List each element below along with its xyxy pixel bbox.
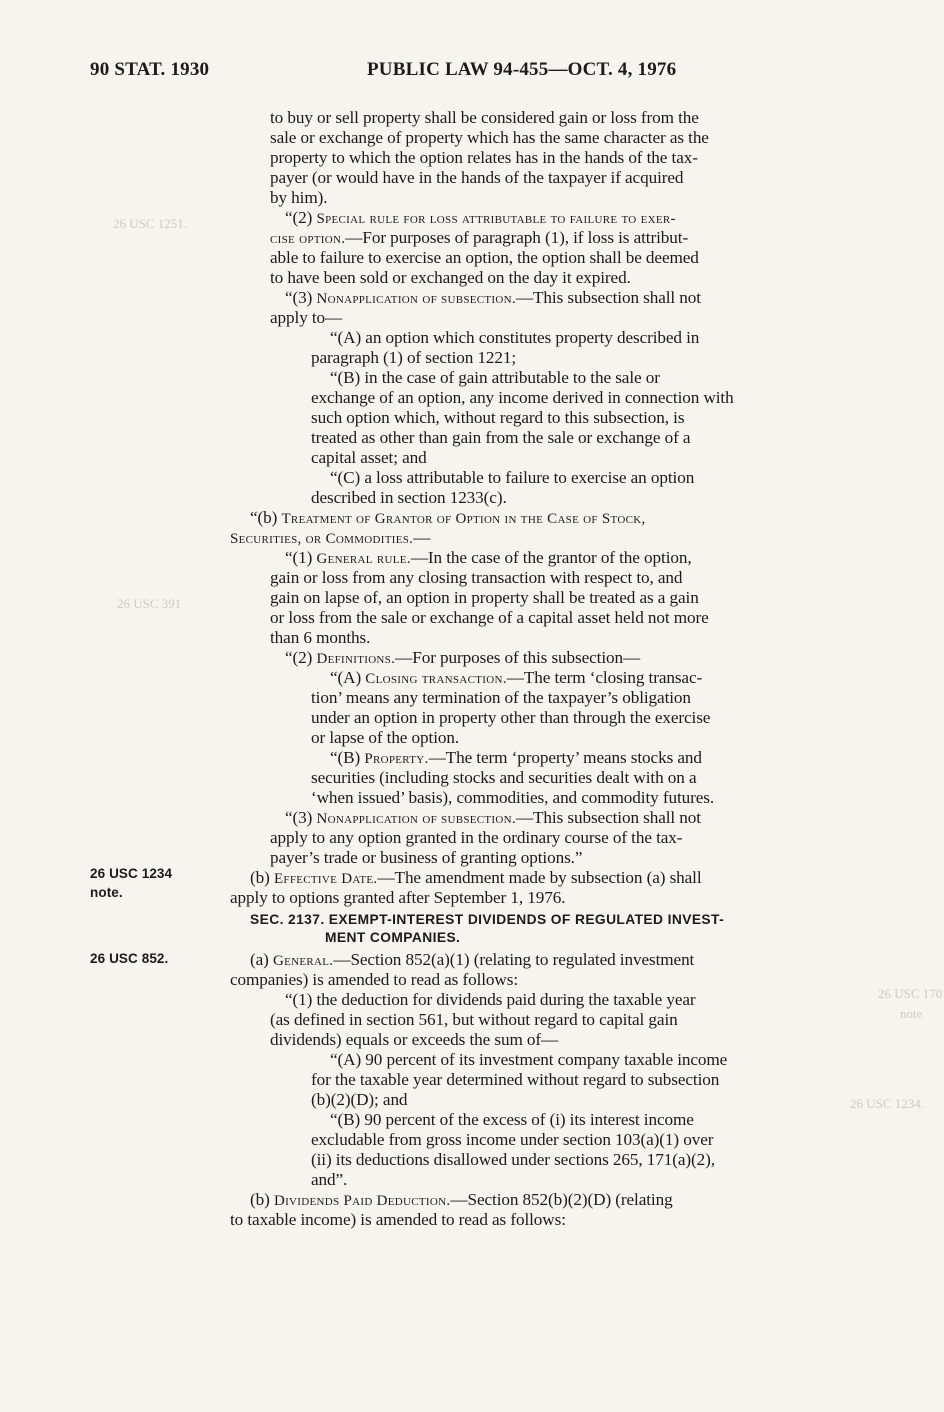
text-line: apply to— — [270, 308, 343, 327]
text-line: to buy or sell property shall be considered gain or loss from the — [270, 108, 699, 127]
text-line: treated as other than gain from the sale or exchange of a — [311, 428, 691, 447]
text-line: dividends) equals or exceeds the sum of— — [270, 1030, 559, 1049]
subsection-heading: Treatment of Grantor of Option in the Case of Stock, — [281, 511, 646, 527]
bleed-through-note-1: 26 USC 1251. — [113, 216, 188, 231]
subsection-heading: Nonapplication of subsection. — [316, 291, 516, 307]
text-line: “(2) Definitions.—For purposes of this subsection— — [285, 648, 641, 667]
text-line: or lapse of the option. — [311, 728, 460, 747]
margin-note: note. — [90, 885, 123, 900]
bleed-through-note-4: note — [900, 1006, 923, 1021]
text-line: payer (or would have in the hands of the taxpayer if acquired — [270, 168, 684, 187]
text-line: exchange of an option, any income derived in connection with — [311, 388, 734, 407]
text-line: Securities, or Commodities.— — [230, 528, 431, 547]
text-line: “(2) Special rule for loss attributable to failure to exer- — [285, 208, 676, 227]
margin-citation: 26 USC 852. — [90, 951, 169, 966]
text-line: described in section 1233(c). — [311, 488, 507, 507]
subsection-heading: Closing transaction. — [365, 671, 507, 687]
text-line: “(1) General rule.—In the case of the grantor of the option, — [285, 548, 692, 567]
subsection-heading: Property. — [364, 751, 429, 767]
text-line: by him). — [270, 188, 328, 207]
text-line: property to which the option relates has in the hands of the tax- — [270, 148, 698, 167]
text-line: gain on lapse of, an option in property shall be treated as a gain — [270, 588, 699, 607]
text-line: companies) is amended to read as follows: — [230, 970, 519, 989]
subsection-heading: Securities, or Commodities. — [230, 531, 414, 547]
text-line: (a) General.—Section 852(a)(1) (relating to regulated investment — [250, 950, 695, 969]
subsection-heading: Effective Date. — [273, 871, 378, 887]
text-line: to have been sold or exchanged on the day it expired. — [270, 268, 631, 287]
text-line: “(A) an option which constitutes property described in — [330, 328, 700, 347]
subsection-heading: General. — [272, 953, 334, 969]
text-line: “(3) Nonapplication of subsection.—This subsection shall not — [285, 808, 701, 827]
text-line: ‘when issued’ basis), commodities, and commodity futures. — [311, 788, 715, 807]
text-line: payer’s trade or business of granting options.” — [270, 848, 583, 867]
text-line: (b) Dividends Paid Deduction.—Section 852(b)(2)(D) (relating — [250, 1190, 673, 1209]
text-line: cise option.—For purposes of paragraph (1), if loss is attribut- — [270, 228, 689, 247]
subsection-heading: cise option. — [270, 231, 346, 247]
text-line: tion’ means any termination of the taxpayer’s obligation — [311, 688, 691, 707]
text-line: “(A) Closing transaction.—The term ‘closing transac- — [330, 668, 703, 687]
text-line: “(C) a loss attributable to failure to exercise an option — [330, 468, 695, 487]
text-line: “(b) Treatment of Grantor of Option in the Case of Stock, — [250, 508, 646, 527]
text-line: able to failure to exercise an option, the option shall be deemed — [270, 248, 699, 267]
text-line: excludable from gross income under section 103(a)(1) over — [311, 1130, 714, 1149]
text-line: “(1) the deduction for dividends paid during the taxable year — [285, 990, 696, 1009]
subsection-heading: General rule. — [316, 551, 411, 567]
text-line: paragraph (1) of section 1221; — [311, 348, 517, 367]
text-line: and”. — [311, 1170, 348, 1189]
running-head: PUBLIC LAW 94-455—OCT. 4, 1976 — [367, 59, 677, 80]
text-line: (b)(2)(D); and — [311, 1090, 408, 1109]
text-line: or loss from the sale or exchange of a capital asset held not more — [270, 608, 709, 627]
bleed-through-note-2: 26 USC 391 — [117, 596, 182, 611]
subsection-heading: Special rule for loss attributable to failure to exer- — [316, 211, 676, 227]
subsection-heading: Nonapplication of subsection. — [316, 811, 516, 827]
text-line: gain or loss from any closing transaction with respect to, and — [270, 568, 683, 587]
text-line: “(A) 90 percent of its investment company taxable income — [330, 1050, 728, 1069]
text-line: (as defined in section 561, but without regard to capital gain — [270, 1010, 678, 1029]
subsection-heading: Definitions. — [316, 651, 396, 667]
text-line: “(B) in the case of gain attributable to the sale or — [330, 368, 660, 387]
margin-citation: 26 USC 1234 — [90, 866, 173, 881]
text-line: for the taxable year determined without regard to subsection — [311, 1070, 720, 1089]
section-heading: SEC. 2137. EXEMPT-INTEREST DIVIDENDS OF REGULATED INVEST- — [250, 912, 725, 927]
bleed-through-note-5: 26 USC 1234. — [850, 1096, 925, 1111]
text-line: “(B) 90 percent of the excess of (i) its interest income — [330, 1110, 694, 1129]
text-line: “(B) Property.—The term ‘property’ means stocks and — [330, 748, 702, 767]
text-line: than 6 months. — [270, 628, 371, 647]
text-line: sale or exchange of property which has the same character as the — [270, 128, 709, 147]
text-line: (ii) its deductions disallowed under sections 265, 171(a)(2), — [311, 1150, 715, 1169]
section-heading: MENT COMPANIES. — [325, 930, 461, 945]
text-line: to taxable income) is amended to read as follows: — [230, 1210, 566, 1229]
bleed-through-note-3: 26 USC 170 — [878, 986, 943, 1001]
page-number: 90 STAT. 1930 — [90, 59, 210, 80]
text-line: such option which, without regard to this subsection, is — [311, 408, 685, 427]
text-line: apply to any option granted in the ordinary course of the tax- — [270, 828, 683, 847]
text-line: apply to options granted after September 1, 1976. — [230, 888, 566, 907]
text-line: capital asset; and — [311, 448, 427, 467]
text-line: under an option in property other than through the exercise — [311, 708, 711, 727]
text-line: “(3) Nonapplication of subsection.—This subsection shall not — [285, 288, 701, 307]
text-line: securities (including stocks and securities dealt with on a — [311, 768, 697, 787]
subsection-heading: Dividends Paid Deduction. — [273, 1193, 451, 1209]
text-line: (b) Effective Date.—The amendment made by subsection (a) shall — [250, 868, 702, 887]
